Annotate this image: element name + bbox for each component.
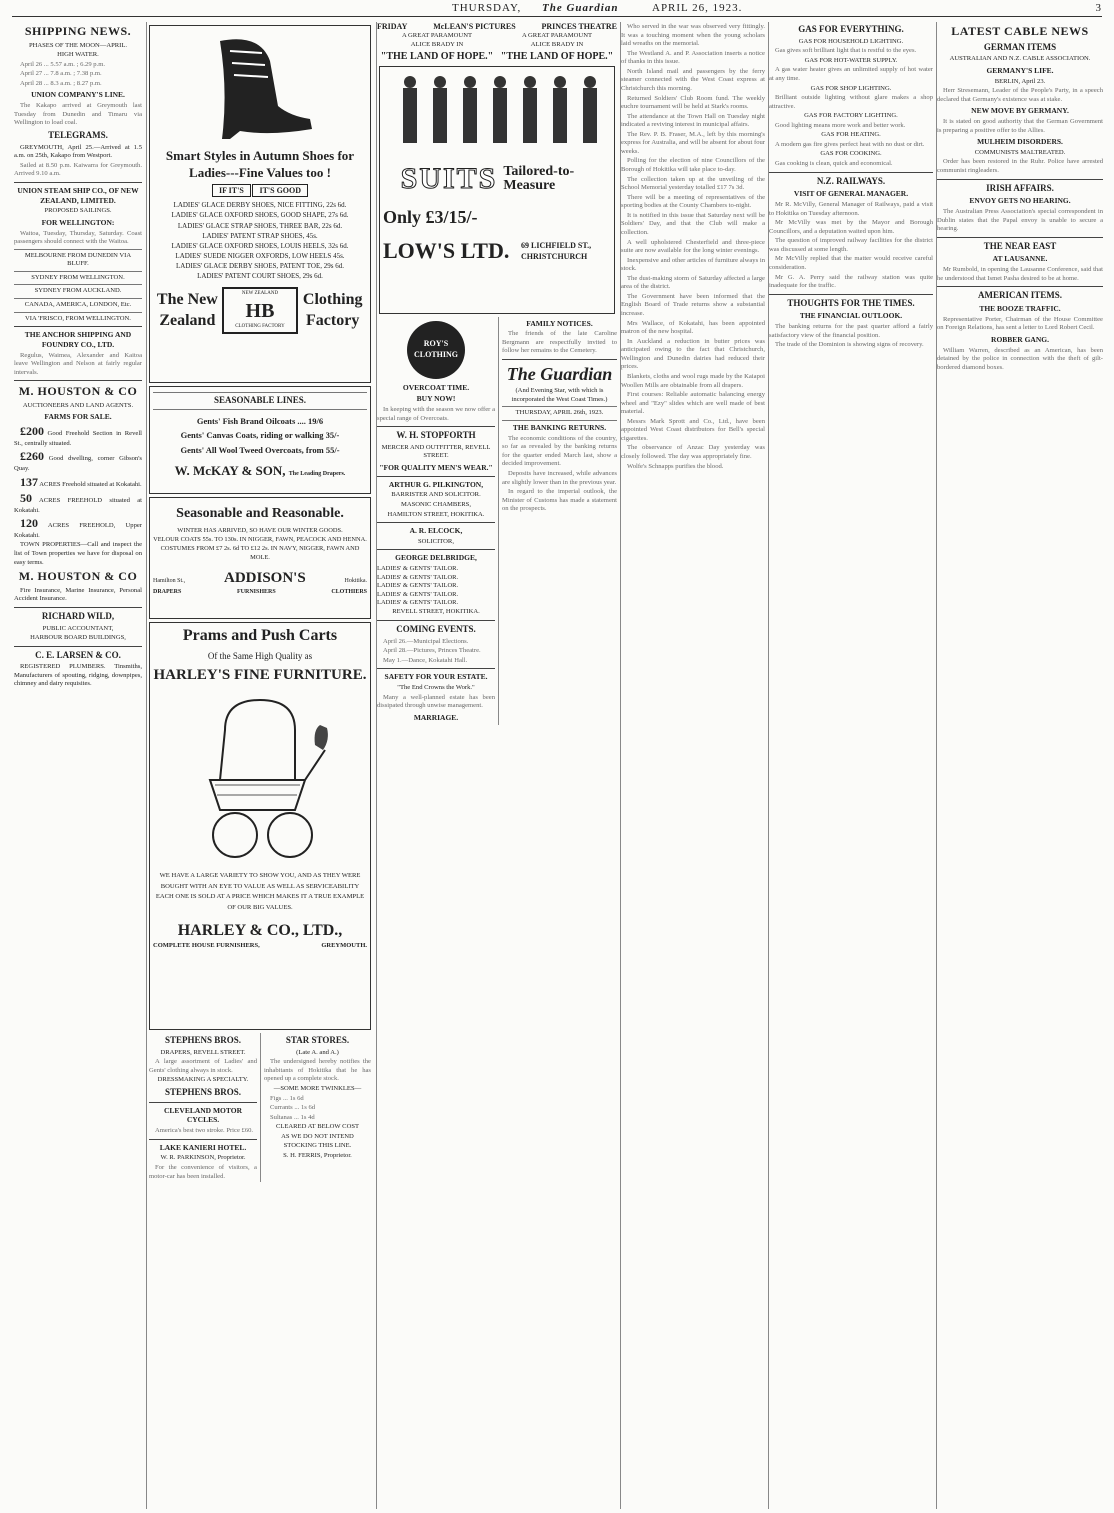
variety-text: WE HAVE A LARGE VARIETY TO SHOW YOU, AND AS THEY WERE BOUGHT WITH AN EYE TO VALUE AS WELL AS SERVICEABILITY EACH ONE IS SOLD AT A PRICE WHICH MAKES IT A TRUE EXAMPLE OF OUR BIG VALUES. [155, 871, 365, 911]
town-properties: TOWN PROPERTIES—Call and inspect the list of Town properties we have for disposal on easy terms. [14, 541, 142, 566]
smart-styles-headline: Smart Styles in Autumn Shoes for Ladies---Fine Values too ! [165, 148, 355, 180]
cable-association: AUSTRALIAN AND N.Z. CABLE ASSOCIATION. [949, 55, 1091, 63]
costumes-line: COSTUMES FROM £7 2s. 6d TO £12 2s. IN NAVY, NIGGER, FAWN AND MOLE. [160, 545, 360, 562]
mckay-ad [149, 386, 371, 494]
column-theatre: FRIDAY McLEAN'S PICTURES PRINCES THEATRE A GREAT PARAMOUNT ALICE BRADY IN "THE LAND OF HOPE." A GREAT PARAMOUNT ALICE BRADY IN "THE LAND OF HOPE." SUITS Tailored-to-Measure Only £3/15/- LOW'S LTD. 69 LICHFIELD ST., CHRISTCHURCH ROY'S CLOTHING OVERCOAT TIME. BUY NOW! In keeping with the season we now offer a special range of Overcoats. W. H. STOPFORTH MERCER AND OUTFITTER, REVELL STREET. "FOR QUALITY MEN'S WEAR." ARTHUR G. PILKINGTON, BARRISTER AND SOLICITOR. MASONIC CHAMBERS, HAMILTON STREET, HOKITIKA. A. R. ELCOCK, SOLICITOR, GEORGE DELBRIDGE, LADIES' & GENTS' TAILOR. LADIES' & GENTS' TAILOR. LADIES' & GENTS' TAILOR. LADIES' & GENTS' TAILOR. LADIES' & GENTS' TAILOR. REVELL STREET, HOKITIKA. COMING EVENTS. April 26.—Municipal Elections. April 28.—Pictures, Princes Theatre. May 1.—Dance, Kokatahi Hall. SAFETY FOR YOUR ESTATE. "The End Crowns the Work." Many a well-planned estate has been dissipated through unwise management. MARRIAGE. FAMILY NOTICES. The friends of the late Caroline Bergmann are respectfully invited to follow her remains to the Cemetery. The Guardian (And Evening Star, with which is incorporated the West Coast Times.) THURSDAY, APRIL 26th, 1923. THE BANKING RETURNS. The economic conditions of the country, so far as revealed by the banking returns for the quarter ended March last, show a decided improvement. Deposits have increased, while advances are slightly lower than in the previous year. In regard to the imperial outlook, the Minister of Customs has made a statement on the prospects. [376, 22, 617, 1509]
marriage-heading: MARRIAGE. [413, 712, 459, 722]
masonic-label: MASONIC CHAMBERS, [401, 501, 471, 509]
hb-badge [222, 287, 299, 334]
stopforth-name: W. H. STOPFORTH [396, 430, 476, 441]
nz-clothing-factory [153, 287, 367, 334]
proposed-sailings: PROPOSED SAILINGS. [44, 207, 112, 215]
mcleans-label: McLEAN'S PICTURES [433, 22, 516, 31]
alice-right: ALICE BRADY IN [530, 40, 584, 48]
price-200: £200 [20, 424, 44, 439]
addison-name: ADDISON'S [223, 570, 306, 587]
shipping-heading: SHIPPING NEWS. [24, 24, 132, 38]
hb-badge-bottom: CLOTHING FACTORY [235, 323, 285, 329]
greymouth-telegram: GREYMOUTH, April 25.—Arrived at 1.5 a.m. on 25th, Kakapo from Westport. [14, 143, 142, 160]
shoe-item: LADIES' PATENT COURT SHOES, 29s 6d. [197, 272, 323, 281]
larsen-heading: C. E. LARSEN & CO. [35, 649, 121, 660]
stocking-line: STOCKING THIS LINE. [283, 1142, 352, 1150]
paramount-right: A GREAT PARAMOUNT [522, 32, 592, 40]
hamilton-label: HAMILTON STREET, HOKITIKA. [387, 510, 485, 518]
addison-ad [149, 497, 371, 619]
nz-right: Clothing Factory [302, 291, 363, 329]
public-accountant: PUBLIC ACCOUNTANT, [42, 624, 114, 632]
gas-headline: GAS FOR EVERYTHING. [798, 24, 904, 34]
new-move: NEW MOVE BY GERMANY. [971, 106, 1069, 116]
complete-furnishers: COMPLETE HOUSE FURNISHERS, [153, 941, 260, 949]
hope-left: "THE LAND OF HOPE." [380, 50, 494, 62]
gas-factory: GAS FOR FACTORY LIGHTING. [804, 112, 898, 120]
quality-wear: "FOR QUALITY MEN'S WEAR." [379, 462, 493, 472]
guardian-sub: (And Evening Star, with which is incorporated the West Coast Times.) [511, 387, 608, 403]
delbridge-name: GEORGE DELBRIDGE, [395, 553, 477, 563]
at-lausanne: AT LAUSANNE. [992, 254, 1048, 264]
canada-sailing: CANADA, AMERICA, LONDON, Etc. [24, 300, 132, 308]
masthead [12, 2, 1102, 17]
seasonable-lines: SEASONABLE LINES. [213, 395, 307, 405]
dressmaking: DRESSMAKING A SPECIALTY. [157, 1076, 249, 1084]
gas-cooking: GAS FOR COOKING. [820, 150, 882, 158]
acres-50: 50 [20, 491, 32, 506]
star-stores-sub: (Late A. and A.) [296, 1048, 339, 1056]
masthead-day: THURSDAY, [452, 2, 522, 14]
for-wellington: FOR WELLINGTON: [41, 217, 115, 227]
addison-town: Hokitika. [344, 578, 367, 585]
theatre-bill [377, 32, 617, 62]
shoe-item: LADIES' PATENT STRAP SHOES, 45s. [202, 231, 318, 240]
not-intend-line: AS WE DO NOT INTEND [281, 1132, 354, 1140]
tide-table: April 26 ... 5.57 a.m. ; 6.29 p.m. April 27 ... 7.8 a.m. ; 7.38 p.m. April 28 ... 8.3 a.m. ; 8.27 p.m. [20, 60, 105, 87]
revell-street: REVELL STREET, HOKITIKA. [392, 608, 480, 616]
elcock-name: A. R. ELCOCK, [409, 526, 463, 536]
column-gas-railways: GAS FOR EVERYTHING. GAS FOR HOUSEHOLD LIGHTING. Gas gives soft brilliant light that is restful to the eyes. GAS FOR HOT-WATER SUPPLY. A gas water heater gives an unlimited supply of hot water at any time. GAS FOR SHOP LIGHTING. Brilliant outside lighting without glare makes a shop attractive. GAS FOR FACTORY LIGHTING. Good lighting means more work and better work. GAS FOR HEATING. A modern gas fire gives perfect heat with no dust or dirt. GAS FOR COOKING. Gas cooking is clean, quick and economical. N.Z. RAILWAYS. VISIT OF GENERAL MANAGER. Mr R. McVilly, General Manager of Railways, paid a visit to Hokitika on Tuesday afternoon. Mr McVilly was met by the Mayor and Borough Councillors, and a deputation waited upon him. The question of improved railway facilities for the district was discussed at some length. Mr McVilly replied that the matter would receive careful consideration. Mr G. A. Perry said the railway station was quite inadequate for the traffic. THOUGHTS FOR THE TIMES. THE FINANCIAL OUTLOOK. The banking returns for the past quarter afford a fairly satisfactory view of the financial position. The trade of the Dominion is showing signs of recovery. [768, 22, 933, 1509]
tailor-line: LADIES' & GENTS' TAILOR. [377, 590, 459, 598]
column-cable-news: LATEST CABLE NEWS GERMAN ITEMS AUSTRALIAN AND N.Z. CABLE ASSOCIATION. GERMANY'S LIFE. BERLIN, April 23. Herr Stresemann, Leader of the People's Party, in a speech declared that Germany's existence was at stake. NEW MOVE BY GERMANY. It is stated on good authority that the German Government is preparing a positive offer to the Allies. MULHEIM DISORDERS. COMMUNISTS MALTREATED. Order has been restored in the Ruhr. Police have arrested communist ringleaders. IRISH AFFAIRS. ENVOY GETS NO HEARING. The Australian Press Association's special correspondent in Dublin states that the Papal envoy is unable to secure a hearing. THE NEAR EAST AT LAUSANNE. Mr Rumbold, in opening the Lausanne Conference, said that he understood that Ismet Pasha desired to be at home. AMERICAN ITEMS. THE BOOZE TRAFFIC. Representative Porter, Chairman of the House Committee on Foreign Relations, has sent a letter to Lord Robert Cecil. ROBBER GANG. William Warren, described as an American, has been detained by the police in connection with the theft of gilt-bordered diamond boxes. [936, 22, 1103, 1509]
shoe-icon [200, 31, 320, 146]
twinkles: —SOME MORE TWINKLES— [273, 1084, 362, 1092]
stephens-column: STEPHENS BROS. DRAPERS, REVELL STREET. A large assortment of Ladies' and Gents' clothing always in stock. DRESSMAKING A SPECIALTY. STEPHENS BROS. CLEVELAND MOTOR CYCLES. America's best two stroke. Price £60. LAKE KANIERI HOTEL. W. R. PARKINSON, Proprietor. For the convenience of visitors, a motor-car has been installed. [149, 1033, 261, 1182]
shoe-item: LADIES' SUEDE NIGGER OXFORDS, LOW HEELS 45s. [175, 252, 345, 261]
union-steam-ship: UNION STEAM SHIP CO., OF NEW ZEALAND, LIMITED. [17, 185, 139, 205]
safety-heading: SAFETY FOR YOUR ESTATE. [384, 672, 488, 682]
column-shipping: SHIPPING NEWS. PHASES OF THE MOON—APRIL. HIGH WATER. April 26 ... 5.57 a.m. ; 6.29 p.m. April 27 ... 7.8 a.m. ; 7.38 p.m. April 28 ... 8.3 a.m. ; 8.27 p.m. UNION COMPANY'S LINE. The Kakapo arrived at Greymouth last Tuesday from Dunedin and Timaru via Wellington to load coal. TELEGRAMS. GREYMOUTH, April 25.—Arrived at 1.5 a.m. on 25th, Kakapo from Westport. Sailed at 8.50 p.m. Kaiwarra for Greymouth. Arrived 9.10 a.m. UNION STEAM SHIP CO., OF NEW ZEALAND, LIMITED. PROPOSED SAILINGS. FOR WELLINGTON: Waitoa, Tuesday, Thursday, Saturday. Coast passengers should connect with the Waitoa. MELBOURNE FROM DUNEDIN VIA BLUFF. SYDNEY FROM WELLINGTON. SYDNEY FROM AUCKLAND. CANADA, AMERICA, LONDON, Etc. VIA 'FRISCO, FROM WELLINGTON. THE ANCHOR SHIPPING AND FOUNDRY CO., LTD. Regulus, Waimea, Alexander and Kaitoa leave Wellington and Nelson at fairly regular intervals. M. HOUSTON & CO AUCTIONEERS AND LAND AGENTS. FARMS FOR SALE. £200 Good Freehold Section in Revell St., centrally situated. £260 Good dwelling, corner Gibson's Quay. 137 ACRES Freehold situated at Kokatahi. 50 ACRES FREEHOLD situated at Kokatahi. 120 ACRES FREEHOLD, Upper Kokatahi. TOWN PROPERTIES—Call and inspect the list of Town properties we have for disposal on easy terms. M. HOUSTON & CO Fire Insurance, Marine Insurance, Personal Accident Insurance. RICHARD WILD, PUBLIC ACCOUNTANT, HARBOUR BOARD BUILDINGS, C. E. LARSEN & CO. REGISTERED PLUMBERS. Tinsmiths, Manufacturers of spouting, ridging, downpipes, chimney and dairy requisites. [14, 24, 142, 688]
pram-icon [185, 690, 335, 865]
houston-heading-2: M. HOUSTON & CO [18, 569, 138, 584]
shoe-item: LADIES' GLACE OXFORD SHOES, LOUIS HEELS, 32s 6d. [171, 241, 349, 250]
lows-address: 69 LICHFIELD ST., CHRISTCHURCH [521, 241, 592, 261]
acres-120: 120 [20, 516, 38, 531]
tweed-line: Gents' All Wool Tweed Overcoats, from 55/- [180, 444, 340, 455]
moon-phases: PHASES OF THE MOON—APRIL. [28, 41, 128, 49]
harley-town: GREYMOUTH. [321, 941, 367, 949]
tailored-heading: Tailored-to-Measure [503, 163, 575, 193]
stephens-heading: STEPHENS BROS. [164, 1035, 242, 1045]
editorial-date: THURSDAY, APRIL 26th, 1923. [515, 409, 604, 417]
germanys-life: GERMANY'S LIFE. [986, 65, 1054, 75]
american-items: AMERICAN ITEMS. [977, 290, 1062, 301]
houston-heading: M. HOUSTON & CO [18, 384, 138, 399]
near-east: THE NEAR EAST [983, 240, 1057, 251]
ferris-proprietor: S. H. FERRIS, Proprietor. [283, 1151, 352, 1159]
masthead-date: APRIL 26, 1923. [652, 2, 743, 14]
booze-traffic: THE BOOZE TRAFFIC. [979, 303, 1061, 313]
german-items: GERMAN ITEMS [983, 41, 1057, 52]
shoes-ad [149, 25, 371, 383]
mckay-tagline: The Leading Drapers. [288, 471, 346, 477]
its-good-label: IT'S GOOD [252, 184, 308, 197]
alice-left: ALICE BRADY IN [410, 40, 464, 48]
hope-right: "THE LAND OF HOPE." [500, 50, 614, 62]
guardian-nameplate: The Guardian [506, 363, 613, 384]
stopforth-sub: MERCER AND OUTFITTER, REVELL STREET. [381, 443, 491, 460]
roys-logo: ROY'S CLOTHING [407, 321, 465, 379]
banking-returns: THE BANKING RETURNS. [512, 423, 607, 433]
latest-cable-news: LATEST CABLE NEWS [951, 24, 1089, 38]
winter-arrived: WINTER HAS ARRIVED, SO HAVE OUR WINTER GOODS. [177, 527, 343, 535]
masthead-paper: The Guardian [542, 2, 619, 14]
tailor-line: LADIES' & GENTS' TAILOR. [377, 598, 459, 606]
tailor-line: LADIES' & GENTS' TAILOR. [377, 573, 459, 581]
mulhein-disorders: MULHEIM DISORDERS. [977, 137, 1063, 147]
star-stores-column: STAR STORES. (Late A. and A.) The undersigned hereby notifies the inhabitants of Hokitika that he has opened up a complete stock. —SOME MORE TWINKLES— Figs ... 1s 6d Currants ... 1s 6d Sultanas ... 1s 4d CLEARED AT BELOW COST AS WE DO NOT INTEND STOCKING THIS LINE. S. H. FERRIS, Proprietor. [264, 1035, 371, 1159]
solicitor-label: SOLICITOR, [418, 537, 454, 545]
parkinson: W. R. PARKINSON, Proprietor. [160, 1154, 246, 1162]
gas-shop: GAS FOR SHOP LIGHTING. [810, 84, 892, 92]
mckay-name: W. McKAY & SON, [174, 463, 286, 478]
oilcoats-line: Gents' Fish Brand Oilcoats .... 19/6 [196, 415, 324, 426]
furnishers-label: FURNISHERS [236, 588, 276, 595]
insurance-list: Fire Insurance, Marine Insurance, Personal Accident Insurance. [14, 586, 142, 603]
princes-label: PRINCES THEATRE [541, 22, 617, 31]
column-ads [146, 22, 373, 1509]
crowns-line: "The End Crowns the Work." [397, 684, 475, 692]
addison-street: Hamilton St., [153, 578, 186, 585]
men-illustration [383, 70, 613, 150]
column-local-news: Who served in the war was observed very fittingly. It was a touching moment when the young scholars laid wreaths on the memorial. The Westland A. and P. Association inserts a notice of thanks in this issue. North Island mail and passengers by the ferry steamer connected with the West Coast express at Christchurch this morning. Returned Soldiers' Club Room fund. The weekly euchre tournament will be held at Stark's rooms. The attendance at the Town Hall on Tuesday night indicated a reviving interest in municipal affairs. The Rev. P. B. Fraser, M.A., left by this morning's express for Australia, and will be absent for about four weeks. Polling for the election of nine Councillors of the Borough of Hokitika will take place to-day. The collection taken up at the unveiling of the School Memorial yesterday totalled £17 7s 3d. There will be a meeting of representatives of the sporting bodies at the County Chambers to-night. It is notified in this issue that Saturday next will be Soldiers' Day, and that the Club will make a collection. A well upholstered Chesterfield and three-piece suite are now available for the long winter evenings. Inexpensive and other articles of furniture always in stock. The dust-making storm of Saturday affected a large area of the district. The Government have been informed that the English Board of Trade returns show a substantial increase. Mrs Wallace, of Kokatahi, has been appointed matron of the new hospital. In Auckland a reduction in butter prices was anticipated owing to the fact that Christchurch, Wellington and Dunedin dairies had reduced their prices. Blankets, cloths and wool rugs made by the Kaiapoi Woollen Mills are obtainable from all drapers. First courses: Reliable automatic balancing energy wheel and "Ezy" slides which are well made of best material. Messrs Mark Sprott and Co., Ltd., have been appointed West Coast distributors for Bell's special cigarettes. The observance of Anzac Day yesterday was closely followed. The day was appropriately fine. Wolfe's Schnapps purifies the blood. [620, 22, 765, 1509]
cleveland-heading: CLEVELAND MOTOR CYCLES. [164, 1105, 242, 1125]
overcoat-time: OVERCOAT TIME. [402, 382, 470, 392]
canvas-line: Gents' Canvas Coats, riding or walking 35/- [180, 430, 340, 441]
thoughts-times: THOUGHTS FOR THE TIMES. [787, 297, 915, 308]
nz-left: The New Zealand [156, 291, 218, 329]
barrister-label: BARRISTER AND SOLICITOR. [391, 491, 481, 499]
same-quality: Of the Same High Quality as [207, 650, 313, 661]
robber-gang: ROBBER GANG. [991, 334, 1049, 344]
coming-events: COMING EVENTS. [396, 623, 476, 634]
if-its-label: IF IT'S [212, 184, 251, 197]
prams-headline: Prams and Push Carts [182, 627, 338, 644]
envoy-no-hearing: ENVOY GETS NO HEARING. [969, 196, 1071, 206]
harley-ad [149, 622, 371, 1030]
seasonable-reasonable: Seasonable and Reasonable. [176, 506, 344, 521]
gas-hot-water: GAS FOR HOT-WATER SUPPLY. [804, 56, 898, 64]
hb-badge-top: NEW ZEALAND [241, 291, 279, 297]
frisco-sailing: VIA 'FRISCO, FROM WELLINGTON. [25, 314, 131, 322]
tailor-line: LADIES' & GENTS' TAILOR. [377, 582, 459, 590]
sydney-wellington: SYDNEY FROM WELLINGTON. [31, 273, 125, 281]
lows-suits-ad [379, 66, 615, 314]
clothiers-label: CLOTHIERS [331, 588, 367, 595]
union-company-line: UNION COMPANY'S LINE. [31, 90, 125, 100]
shoe-item: LADIES' GLACE STRAP SHOES, THREE BAR, 22s 6d. [177, 221, 343, 230]
pilkington-name: ARTHUR G. PILKINGTON, [388, 479, 484, 489]
hb-logo: HB [245, 299, 275, 322]
stephens-sub: DRAPERS, REVELL STREET. [160, 1048, 246, 1056]
suit-price: Only £3/15/- [383, 207, 478, 228]
tailor-line: LADIES' & GENTS' TAILOR. [377, 565, 459, 573]
irish-affairs: IRISH AFFAIRS. [986, 182, 1054, 193]
masthead-page: 3 [1095, 2, 1102, 14]
harley-name: HARLEY & CO., LTD., [177, 922, 343, 940]
auctioneers-label: AUCTIONEERS AND LAND AGENTS. [22, 401, 134, 409]
sydney-auckland: SYDNEY FROM AUCKLAND. [34, 287, 122, 295]
shoe-item: LADIES' GLACE OXFORD SHOES, GOOD SHAPE, 27s 6d. [171, 211, 349, 220]
shoe-item: LADIES' GLACE DERBY SHOES, PATENT TOE, 29s 6d. [176, 262, 344, 271]
stephens-heading-2: STEPHENS BROS. [164, 1086, 242, 1097]
gas-heating: GAS FOR HEATING. [821, 131, 881, 139]
registered-plumbers: REGISTERED PLUMBERS. Tinsmiths, Manufacturers of spouting, ridging, downpipes, chimney and dairy requisites. [14, 663, 142, 688]
acres-137: 137 [20, 474, 38, 489]
shoe-list [153, 200, 367, 281]
berlin-dateline: BERLIN, April 23. [994, 77, 1046, 85]
visit-manager: VISIT OF GENERAL MANAGER. [793, 189, 909, 199]
paramount-left: A GREAT PARAMOUNT [402, 32, 472, 40]
suits-heading: SUITS [400, 162, 498, 196]
farms-for-sale: FARMS FOR SALE. [44, 412, 112, 422]
high-water: HIGH WATER. [57, 51, 99, 59]
financial-outlook: THE FINANCIAL OUTLOOK. [799, 311, 903, 321]
nz-railways: N.Z. RAILWAYS. [816, 175, 886, 186]
family-notices: FAMILY NOTICES. [526, 318, 593, 328]
communists-maltreated: COMMUNISTS MALTREATED. [974, 148, 1066, 156]
cleared-line: CLEARED AT BELOW COST [275, 1123, 360, 1131]
drapers-label: DRAPERS [153, 588, 182, 595]
telegrams-heading: TELEGRAMS. [48, 129, 108, 140]
star-stores-heading: STAR STORES. [285, 1035, 350, 1045]
price-260: £260 [20, 449, 44, 464]
anchor-shipping: THE ANCHOR SHIPPING AND FOUNDRY CO., LTD. [24, 330, 132, 349]
lows-name: LOW'S LTD. [383, 238, 510, 264]
shoe-item: LADIES' GLACE DERBY SHOES, NICE FITTING, 22s 6d. [173, 201, 347, 210]
melbourne-sailing: MELBOURNE FROM DUNEDIN VIA BLUFF. [24, 251, 132, 268]
harbour-board: HARBOUR BOARD BUILDINGS, [30, 634, 126, 642]
velour-coats: VELOUR COATS 55s. TO 130s. IN NIGGER, FAWN, PEACOCK AND HENNA. [153, 536, 367, 544]
buy-now: BUY NOW! [416, 394, 456, 404]
harley-furniture: HARLEY'S FINE FURNITURE. [153, 667, 367, 684]
lake-kanieri: LAKE KANIERI HOTEL. [159, 1142, 247, 1152]
richard-wild: RICHARD WILD, [41, 610, 115, 621]
if-its-banner [153, 186, 367, 197]
gas-household: GAS FOR HOUSEHOLD LIGHTING. [798, 37, 904, 45]
friday-label: FRIDAY [377, 22, 408, 31]
